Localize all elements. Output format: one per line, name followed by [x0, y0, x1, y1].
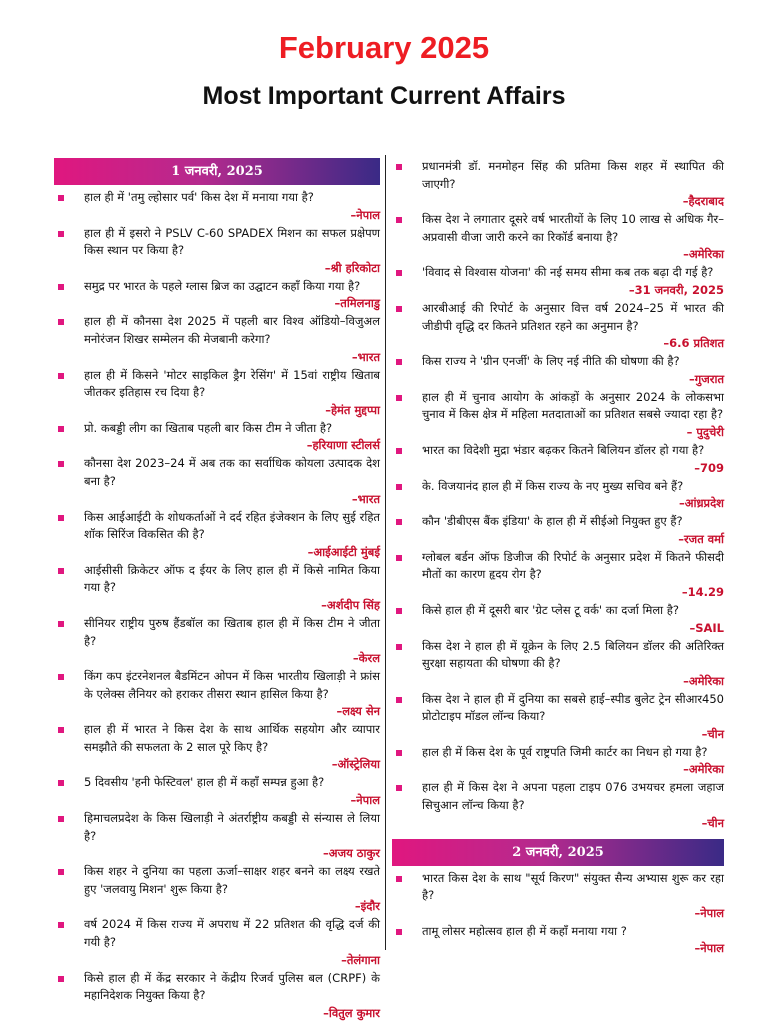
bullet-icon	[396, 359, 402, 365]
bullet-icon	[396, 750, 402, 756]
bullet-icon	[58, 780, 64, 786]
bullet-icon	[396, 876, 402, 882]
answer-text: –आईआईटी मुंबई	[307, 544, 380, 559]
question-text: किस शहर ने दुनिया का पहला ऊर्जा–साक्षर शहर बनने का लक्ष्य रखते हुए 'जलवायु मिशन' शुरू किया है?	[84, 864, 380, 896]
bullet-icon	[58, 727, 64, 733]
bullet-icon	[58, 674, 64, 680]
bullet-icon	[58, 568, 64, 574]
question-text: हाल ही में किसने 'मोटर साइकिल ड्रैग रेसिंग' में 15वां राष्ट्रीय खिताब जीतकर इतिहास रच दिया है?	[84, 367, 380, 400]
question-item	[54, 863, 380, 915]
question-text: किस देश ने हाल ही में दुनिया का सबसे हाई–स्पीड बुलेट ट्रेन सीआर450 प्रोटोटाइप मॉडल लॉन्च किया?	[422, 691, 724, 724]
bullet-icon	[396, 164, 402, 170]
bullet-icon	[58, 284, 64, 290]
question-item	[54, 916, 380, 968]
bullet-icon	[396, 395, 402, 401]
bullet-icon	[396, 697, 402, 703]
answer-text: –हैदराबाद	[682, 194, 724, 209]
bullet-icon	[396, 519, 402, 525]
answer-text: –ऑस्ट्रेलिया	[331, 757, 380, 772]
question-item	[392, 211, 724, 263]
bullet-icon	[58, 426, 64, 432]
question-item	[392, 353, 724, 388]
page-subtitle: Most Important Current Affairs	[202, 82, 566, 110]
question-item	[392, 300, 724, 352]
question-text: भारत का विदेशी मुद्रा भंडार बढ़कर कितने बिलियन डॉलर हो गया है?	[422, 442, 705, 457]
answer-text: –गुजरात	[689, 371, 724, 386]
bullet-icon	[58, 976, 64, 982]
question-item	[392, 549, 724, 601]
question-item	[54, 615, 380, 667]
question-item	[392, 779, 724, 831]
question-item	[392, 602, 724, 637]
question-text: प्रधानमंत्री डॉ. मनमोहन सिंह की प्रतिमा किस शहर में स्थापित की जाएगी?	[422, 159, 724, 191]
question-item	[54, 313, 380, 365]
question-item	[392, 442, 724, 477]
answer-text: –भारत	[351, 349, 380, 364]
question-item	[54, 455, 380, 507]
answer-text: –709	[694, 460, 724, 475]
question-list-left	[54, 189, 380, 1022]
question-text: प्रो. कबड्डी लीग का खिताब पहली बार किस टीम ने जीता है?	[84, 420, 333, 435]
bullet-icon	[58, 621, 64, 627]
question-list-jan2	[392, 870, 724, 958]
question-text: आईसीसी क्रिकेटर ऑफ द ईयर के लिए हाल ही में किसे नामित किया गया है?	[84, 562, 380, 595]
question-text: किस देश ने लगातार दूसरे वर्ष भारतीयों के लिए 10 लाख से अधिक गैर–अप्रवासी वीजा जारी करने का रिकॉर्ड बनाया है?	[422, 212, 724, 244]
right-column	[392, 158, 724, 958]
question-item	[392, 158, 724, 210]
question-item	[392, 923, 724, 958]
question-text: 5 दिवसीय 'हनी फेस्टिवल' हाल ही में कहाँ सम्पन्न हुआ है?	[84, 775, 325, 790]
page-title: February 2025	[278, 30, 490, 65]
question-text: समुद्र पर भारत के पहले ग्लास ब्रिज का उद्घाटन कहाँ किया गया है?	[84, 278, 361, 293]
bullet-icon	[58, 461, 64, 467]
question-text: हाल ही में कौनसा देश 2025 में पहली बार विश्व ऑडियो–विजुअल मनोरंजन शिखर सम्मेलन की मेजबानी करेगा?	[84, 314, 380, 346]
bullet-icon	[58, 869, 64, 875]
bullet-icon	[396, 270, 402, 276]
answer-text: –नेपाल	[350, 793, 380, 808]
question-text: कौन 'डीबीएस बैंक इंडिया' के हाल ही में सीईओ नियुक्त हुए हैं?	[422, 514, 683, 529]
bullet-icon	[396, 929, 402, 935]
answer-text: –अमेरिका	[683, 673, 724, 688]
bullet-icon	[396, 484, 402, 490]
question-list-right	[392, 158, 724, 832]
answer-text: –अजय ठाकुर	[323, 846, 380, 861]
question-text: किस देश ने हाल ही में यूक्रेन के लिए 2.5 बिलियन डॉलर की अतिरिक्त सुरक्षा सहायता की घोषणा की है?	[422, 638, 724, 671]
question-item	[392, 638, 724, 690]
question-text: किस आईआईटी के शोधकर्ताओं ने दर्द रहित इंजेक्शन के लिए सुई रहित शॉक सिरिंज विकसित की है?	[84, 509, 380, 542]
bullet-icon	[58, 515, 64, 521]
answer-text: –नेपाल	[350, 207, 380, 222]
answer-text: –SAIL	[689, 620, 724, 635]
question-text: किसे हाल ही में केंद्र सरकार ने केंद्रीय रिजर्व पुलिस बल (CRPF) के महानिदेशक नियुक्त किया है?	[84, 970, 380, 1003]
bullet-icon	[396, 785, 402, 791]
answer-text: –14.29	[681, 584, 724, 599]
section-heading-jan1: 1 जनवरी, 2025	[54, 158, 380, 185]
question-text: किस राज्य ने 'ग्रीन एनर्जी' के लिए नई नीति की घोषणा की है?	[422, 354, 680, 369]
question-item	[54, 970, 380, 1022]
question-text: सीनियर राष्ट्रीय पुरुष हैंडबॉल का खिताब हाल ही में किस टीम ने जीता है?	[84, 615, 380, 648]
bullet-icon	[58, 319, 64, 325]
question-item	[54, 509, 380, 561]
question-text: किसे हाल ही में दूसरी बार 'ग्रेट प्लेस टू वर्क' का दर्जा मिला है?	[422, 602, 679, 617]
question-item	[54, 225, 380, 277]
bullet-icon	[396, 448, 402, 454]
answer-text: –नेपाल	[694, 905, 724, 920]
answer-text: –6.6 प्रतिशत	[663, 336, 724, 351]
answer-text: –लक्ष्य सेन	[336, 704, 380, 719]
bullet-icon	[396, 608, 402, 614]
bullet-icon	[58, 195, 64, 201]
question-text: ग्लोबल बर्डन ऑफ डिजीज की रिपोर्ट के अनुसार प्रदेश में कितने फीसदी मौतों का कारण हृदय रोग है?	[422, 549, 724, 582]
section-heading-jan2: 2 जनवरी, 2025	[392, 839, 724, 866]
question-text: हाल ही में किस देश के पूर्व राष्ट्रपति जिमी कार्टर का निधन हो गया है?	[422, 744, 708, 759]
question-item	[392, 870, 724, 922]
bullet-icon	[396, 555, 402, 561]
question-text: वर्ष 2024 में किस राज्य में अपराध में 22 प्रतिशत की वृद्धि दर्ज की गयी है?	[84, 917, 380, 950]
answer-text: –चीन	[701, 815, 724, 830]
question-item	[54, 721, 380, 773]
bullet-icon	[58, 922, 64, 928]
answer-text: –तेलंगाना	[341, 952, 380, 967]
column-divider	[385, 155, 386, 950]
question-item	[392, 513, 724, 548]
question-item	[54, 810, 380, 862]
question-item	[392, 744, 724, 779]
question-text: तामू लोसर महोत्सव हाल ही में कहाँ मनाया गया ?	[422, 923, 627, 938]
answer-text: –अमेरिका	[683, 762, 724, 777]
question-item	[392, 691, 724, 743]
question-text: कौनसा देश 2023–24 में अब तक का सर्वाधिक कोयला उत्पादक देश बना है?	[84, 456, 380, 488]
answer-text: –31 जनवरी, 2025	[628, 282, 724, 297]
question-text: 'विवाद से विश्वास योजना' की नई समय सीमा कब तक बढ़ा दी गई है?	[422, 265, 714, 280]
answer-text: –तमिलनाडु	[334, 296, 380, 311]
question-item	[54, 420, 380, 455]
bullet-icon	[58, 816, 64, 822]
answer-text: –रजत वर्मा	[678, 531, 724, 546]
answer-text: –अमेरिका	[683, 247, 724, 262]
answer-text: –नेपाल	[694, 941, 724, 956]
question-item	[54, 668, 380, 720]
question-item	[392, 389, 724, 441]
question-text: भारत किस देश के साथ "सूर्य किरण" संयुक्त सैन्य अभ्यास शुरू कर रहा है?	[422, 870, 724, 903]
bullet-icon	[396, 644, 402, 650]
answer-text: –केरल	[352, 651, 380, 666]
question-item	[54, 189, 380, 224]
answer-text: –हरियाणा स्टीलर्स	[306, 438, 380, 453]
question-text: किंग कप इंटरनेशनल बैडमिंटन ओपन में किस भारतीय खिलाड़ी ने फ्रांस के एलेक्स लैनियर को हराकर तीसरा स्थान हासिल किया है?	[84, 669, 380, 701]
question-text: हाल ही में भारत ने किस देश के साथ आर्थिक सहयोग और व्यापार समझौते की सफलता के 2 साल पूरे किए है?	[84, 722, 380, 754]
left-column	[54, 158, 380, 1023]
question-text: हाल ही में चुनाव आयोग के आंकड़ों के अनुसार 2024 के लोकसभा चुनाव में किस क्षेत्र में महिला मतदाताओं का प्रतिशत सबसे ज्यादा रहा है?	[422, 389, 724, 422]
bullet-icon	[396, 217, 402, 223]
question-item	[54, 562, 380, 614]
bullet-icon	[396, 306, 402, 312]
bullet-icon	[58, 373, 64, 379]
answer-text: –अर्शदीप सिंह	[321, 597, 380, 612]
question-text: हिमाचलप्रदेश के किस खिलाड़ी ने अंतर्राष्ट्रीय कबड्डी से संन्यास ले लिया है?	[84, 811, 380, 843]
question-text: हाल ही में किस देश ने अपना पहला टाइप 076 उभयचर हमला जहाज सिचुआन लॉन्च किया है?	[422, 780, 724, 813]
question-text: आरबीआई की रिपोर्ट के अनुसार वित्त वर्ष 2024–25 में भारत की जीडीपी वृद्धि दर कितने प्रतिशत रहने का अनुमान है?	[422, 300, 724, 333]
question-item	[392, 264, 724, 299]
bullet-icon	[58, 231, 64, 237]
question-text: हाल ही में 'तमु ल्होसार पर्व' किस देश में मनाया गया है?	[84, 190, 314, 204]
question-item	[54, 774, 380, 809]
answer-text: –हेमंत मुद्दप्पा	[325, 402, 380, 417]
answer-text: –श्री हरिकोटा	[324, 260, 380, 275]
question-item	[392, 478, 724, 513]
answer-text: – पुदुचेरी	[686, 424, 724, 439]
answer-text: –आंध्रप्रदेश	[678, 496, 724, 511]
question-item	[54, 367, 380, 419]
question-text: हाल ही में इसरो ने PSLV C-60 SPADEX मिशन का सफल प्रक्षेपण किस स्थान पर किया है?	[84, 225, 380, 258]
question-item	[54, 278, 380, 313]
answer-text: –इंदौर	[354, 899, 380, 914]
answer-text: –भारत	[351, 491, 380, 506]
question-text: के. विजयानंद हाल ही में किस राज्य के नए मुख्य सचिव बने हैं?	[422, 478, 684, 493]
answer-text: –वितुल कुमार	[323, 1005, 380, 1020]
answer-text: –चीन	[701, 726, 724, 741]
